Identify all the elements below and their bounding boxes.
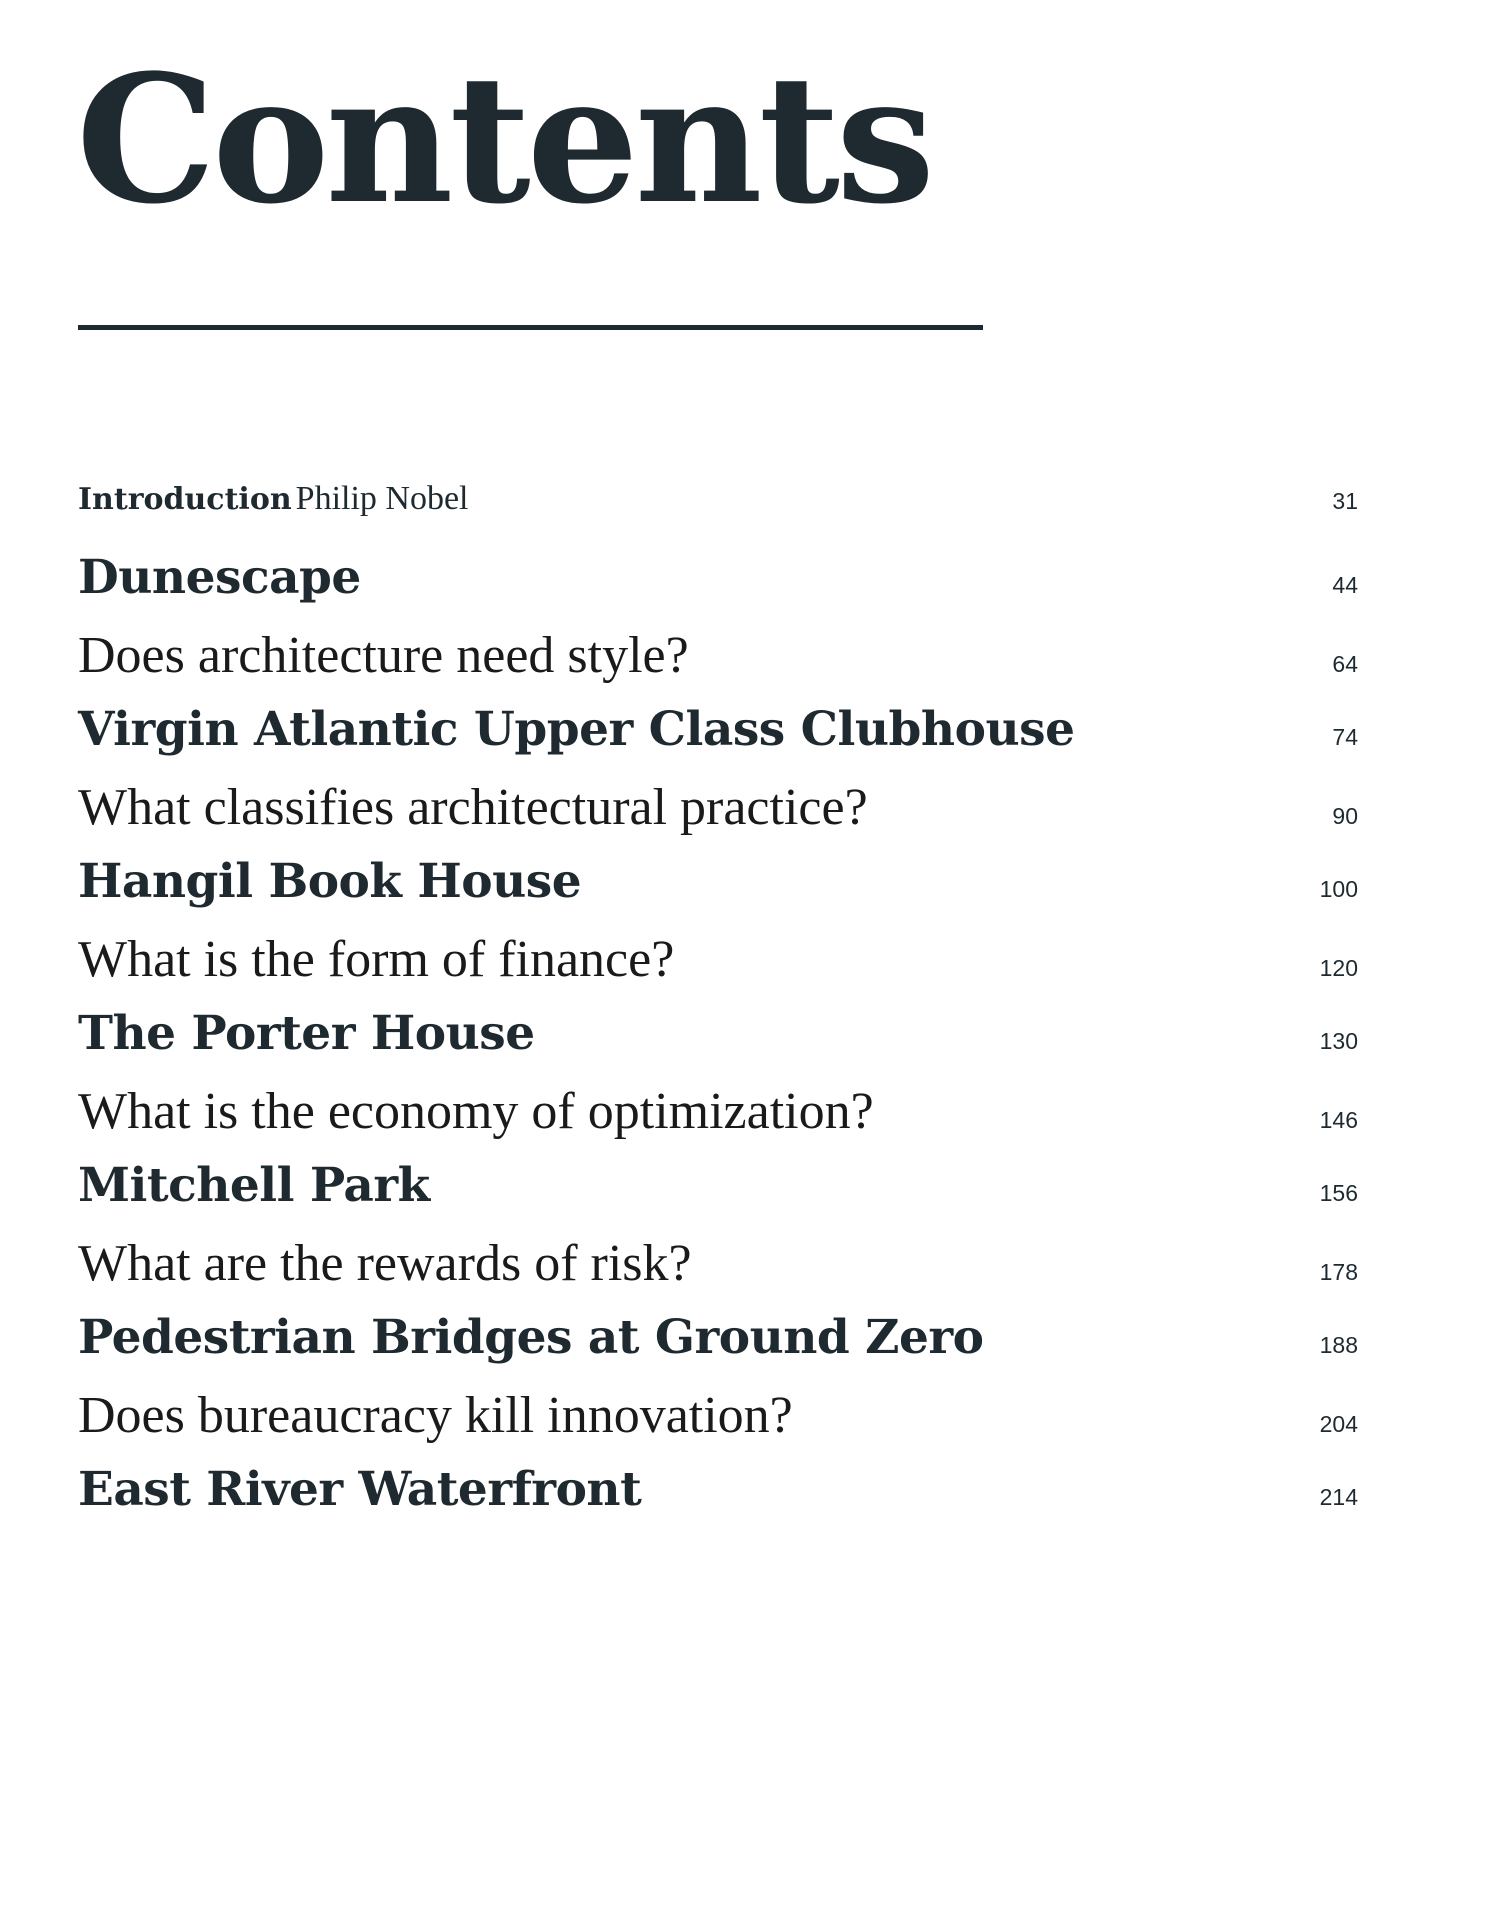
- intro-author: Philip Nobel: [295, 480, 469, 517]
- page-number: 64: [1332, 651, 1358, 677]
- toc-entry[interactable]: [78, 1310, 1358, 1386]
- toc-entry[interactable]: [78, 854, 1358, 930]
- intro-label: Introduction: [78, 482, 292, 517]
- page-title: Contents: [76, 36, 932, 243]
- toc-entry[interactable]: [78, 778, 1358, 854]
- toc-entry[interactable]: [78, 702, 1358, 778]
- entry-title: The Porter House: [78, 1006, 535, 1061]
- entry-title: Does architecture need style?: [78, 627, 689, 684]
- entry-title: What classifies architectural practice?: [78, 779, 868, 836]
- page-number: 204: [1319, 1411, 1358, 1437]
- entry-title: East River Waterfront: [78, 1462, 642, 1517]
- page-number: 44: [1332, 572, 1358, 598]
- toc-entry[interactable]: [78, 626, 1358, 702]
- toc-entry[interactable]: [78, 930, 1358, 1006]
- table-of-contents: [78, 480, 1358, 1538]
- page-number: 188: [1319, 1332, 1358, 1358]
- toc-entry[interactable]: [78, 1006, 1358, 1082]
- entry-title: Dunescape: [78, 550, 361, 605]
- page-number: 90: [1332, 803, 1358, 829]
- page-number: 74: [1332, 724, 1358, 750]
- page-number: 31: [1332, 488, 1358, 514]
- page-number: 130: [1319, 1028, 1358, 1054]
- entry-title: What is the form of finance?: [78, 931, 675, 988]
- toc-entry[interactable]: [78, 550, 1358, 626]
- page-number: 100: [1319, 876, 1358, 902]
- toc-entry[interactable]: [78, 1158, 1358, 1234]
- toc-entry-introduction[interactable]: [78, 480, 1358, 550]
- toc-entry[interactable]: [78, 1082, 1358, 1158]
- page-number: 156: [1319, 1180, 1358, 1206]
- entry-title: What are the rewards of risk?: [78, 1235, 692, 1292]
- title-divider: [78, 325, 983, 330]
- entry-title: Does bureaucracy kill innovation?: [78, 1387, 793, 1444]
- page-number: 120: [1319, 955, 1358, 981]
- toc-entry[interactable]: [78, 1386, 1358, 1462]
- toc-entry[interactable]: [78, 1462, 1358, 1538]
- page-number: 146: [1319, 1107, 1358, 1133]
- entry-title: What is the economy of optimization?: [78, 1083, 874, 1140]
- entry-title: Virgin Atlantic Upper Class Clubhouse: [78, 702, 1075, 757]
- entry-title: Pedestrian Bridges at Ground Zero: [78, 1310, 984, 1365]
- page-number: 178: [1319, 1259, 1358, 1285]
- page-number: 214: [1319, 1484, 1358, 1510]
- entry-title: Mitchell Park: [78, 1158, 430, 1213]
- entry-title: Hangil Book House: [78, 854, 582, 909]
- toc-entry[interactable]: [78, 1234, 1358, 1310]
